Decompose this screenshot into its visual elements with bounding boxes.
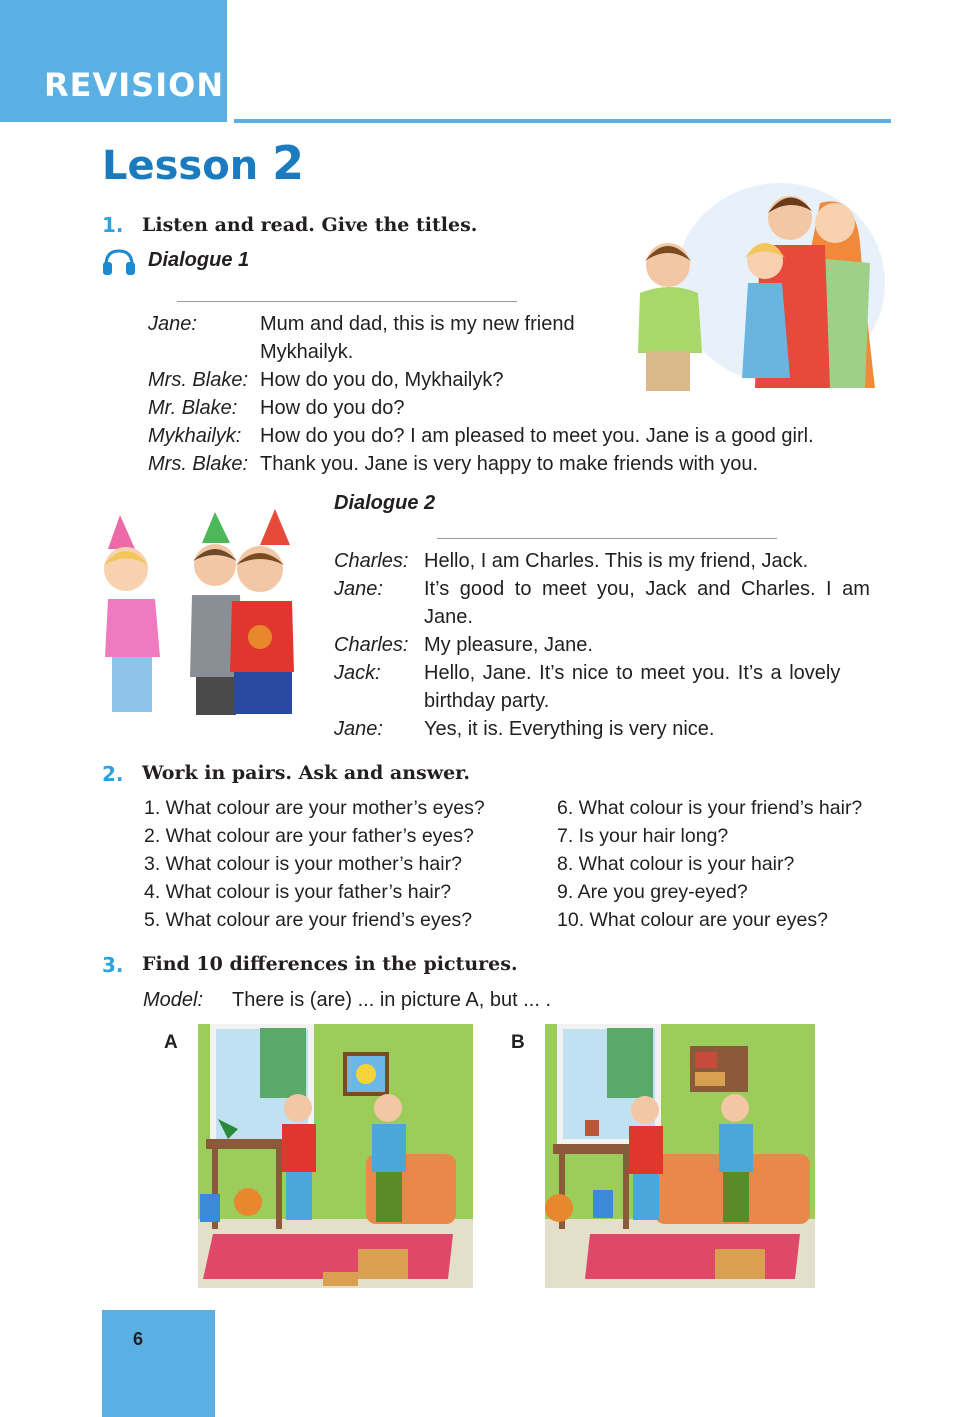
question-item: 3. What colour is your mother’s hair? <box>144 853 462 875</box>
party-illustration <box>100 507 300 722</box>
lesson-title <box>102 136 304 190</box>
exercise-2-number: 2. <box>102 762 124 786</box>
model-text: There is (are) ... in picture A, but ... . <box>232 989 552 1011</box>
dialogue-1-title: Dialogue 1 <box>148 249 250 271</box>
line-text: How do you do, Mykhailyk? <box>260 369 504 391</box>
revision-label: REVISION <box>44 66 225 104</box>
lesson-word: Lesson <box>102 143 259 189</box>
question-item: 8. What colour is your hair? <box>557 853 795 875</box>
speaker: Jane: <box>334 578 383 600</box>
dialogue-line <box>334 603 870 631</box>
dialogue-line <box>334 547 870 575</box>
question-item: 10. What colour are your eyes? <box>557 909 828 931</box>
model-label: Model: <box>143 989 204 1011</box>
line-text: Yes, it is. Everything is very nice. <box>424 718 715 740</box>
question-item: 1. What colour are your mother’s eyes? <box>144 797 485 819</box>
exercise-2-title: Work in pairs. Ask and answer. <box>142 762 471 784</box>
picture-a-label: A <box>164 1032 178 1053</box>
family-illustration <box>630 183 885 400</box>
line-text: Thank you. Jane is very happy to make friends with you. <box>260 453 759 475</box>
dialogue-line <box>148 450 814 478</box>
picture-b <box>545 1024 815 1293</box>
line-text: birthday party. <box>424 690 550 712</box>
line-text: Hello, I am Charles. This is my friend, Jack. <box>424 550 809 572</box>
speaker: Mykhailyk: <box>148 425 242 447</box>
dialogue-2-title: Dialogue 2 <box>334 492 436 514</box>
line-text: Hello, Jane. It’s nice to meet you. It’s a lovely <box>424 662 841 684</box>
speaker: Mrs. Blake: <box>148 453 249 475</box>
exercise-3-number: 3. <box>102 953 124 977</box>
line-text: How do you do? <box>260 397 405 419</box>
page-number-tab <box>102 1310 215 1417</box>
dialogue-line <box>334 575 870 603</box>
line-text: Mum and dad, this is my new friend <box>260 313 575 335</box>
question-item: 7. Is your hair long? <box>557 825 729 847</box>
line-text: My pleasure, Jane. <box>424 634 593 656</box>
line-text: How do you do? I am pleased to meet you. Jane is a good girl. <box>260 425 814 447</box>
question-item: 4. What colour is your father’s hair? <box>144 881 452 903</box>
dialogue-line <box>334 715 870 743</box>
exercise-3-title: Find 10 differences in the pictures. <box>142 953 518 975</box>
question-item: 9. Are you grey-eyed? <box>557 881 748 903</box>
speaker: Jack: <box>334 662 381 684</box>
speaker: Mr. Blake: <box>148 397 238 419</box>
questions-left <box>144 794 485 934</box>
dialogue-2 <box>334 547 870 743</box>
question-item: 6. What colour is your friend’s hair? <box>557 797 863 819</box>
dialogue-line <box>334 631 870 659</box>
speaker: Jane: <box>148 313 197 335</box>
line-text: It’s good to meet you, Jack and Charles. I am <box>424 578 870 600</box>
dialogue-1-title-blank <box>177 301 517 302</box>
exercise-1-title: Listen and read. Give the titles. <box>142 214 478 236</box>
dialogue-line <box>334 659 870 687</box>
headphones-icon[interactable] <box>102 248 136 281</box>
speaker: Jane: <box>334 718 383 740</box>
picture-a <box>198 1024 473 1293</box>
exercise-1-number: 1. <box>102 213 124 237</box>
line-text: Jane. <box>424 606 473 628</box>
lesson-number: 2 <box>272 136 305 190</box>
question-item: 2. What colour are your father’s eyes? <box>144 825 474 847</box>
header-rule <box>234 119 891 123</box>
model-sentence <box>143 986 551 1014</box>
dialogue-line <box>148 422 814 450</box>
question-item: 5. What colour are your friend’s eyes? <box>144 909 473 931</box>
speaker: Mrs. Blake: <box>148 369 249 391</box>
picture-b-label: B <box>511 1032 525 1053</box>
line-text: Mykhailyk. <box>260 341 354 363</box>
speaker: Charles: <box>334 634 409 656</box>
speaker: Charles: <box>334 550 409 572</box>
dialogue-2-title-blank <box>437 538 777 539</box>
questions-right <box>557 794 862 934</box>
page-number: 6 <box>133 1329 144 1349</box>
dialogue-line <box>334 687 870 715</box>
